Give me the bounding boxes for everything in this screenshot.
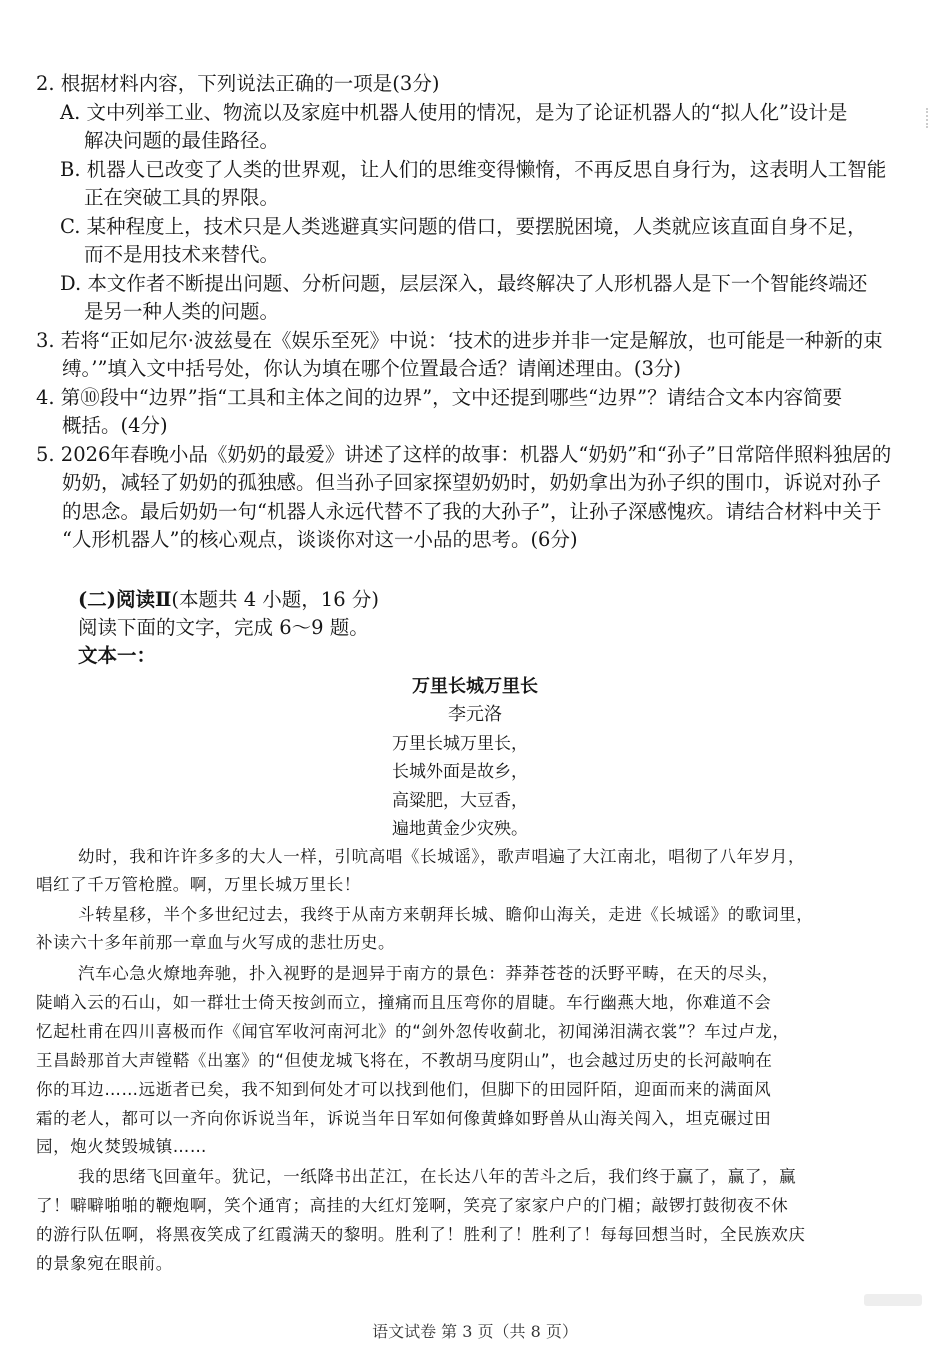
question-3-line-1: 3. 若将“正如尼尔·波兹曼在《娱乐至死》中说：‘技术的进步并非一定是解放，也可能是一种新的束 <box>36 329 883 352</box>
option-a-line-1: A. 文中列举工业、物流以及家庭中机器人使用的情况，是为了论证机器人的“拟人化”设计是 <box>60 101 848 124</box>
section-heading-bold: (二)阅读Ⅱ <box>78 588 172 611</box>
paragraph-3-line-3: 忆起杜甫在四川喜极而作《闻官军收河南河北》的“剑外忽传收蓟北，初闻涕泪满衣裳”？车过卢龙， <box>36 1022 790 1041</box>
section-heading <box>78 586 379 614</box>
poem-line-1: 万里长城万里长， <box>392 734 528 754</box>
poem-title: 万里长城万里长 <box>412 676 538 697</box>
question-5-line-3: 的思念。最后奶奶一句“机器人永远代替不了我的大孙子”，让孙子深感愧疚。请结合材料中关于 <box>62 500 882 523</box>
paragraph-3-line-1: 汽车心急火燎地奔驰，扑入视野的是迥异于南方的景色：莽莽苍苍的沃野平畴，在天的尽头， <box>78 964 780 983</box>
page-footer: 语文试卷 第 3 页（共 8 页） <box>372 1322 578 1341</box>
option-d-line-1: D. 本文作者不断提出问题、分析问题，层层深入，最终解决了人形机器人是下一个智能终端还 <box>60 272 868 295</box>
poem-line-3: 高粱肥，大豆香， <box>392 791 528 811</box>
paragraph-3-line-6: 霜的老人，都可以一齐向你诉说当年，诉说当年日军如何像黄蜂如野兽从山海关闯入，坦克碾过田 <box>36 1109 772 1128</box>
poem-author: 李元洛 <box>448 704 502 725</box>
paragraph-4-line-3: 的游行队伍啊，将黑夜笑成了红霞满天的黎明。胜利了！胜利了！胜利了！每每回想当时，全民族欢庆 <box>36 1225 806 1244</box>
paragraph-1-line-2: 唱红了千万管枪膛。啊，万里长城万里长！ <box>36 875 361 894</box>
poem-line-4: 遍地黄金少灾殃。 <box>392 819 528 839</box>
paragraph-4-line-1: 我的思绪飞回童年。犹记，一纸降书出芷江，在长达八年的苦斗之后，我们终于赢了，赢了，赢 <box>78 1167 797 1186</box>
paragraph-3-line-7: 园，炮火焚毁城镇…… <box>36 1137 207 1156</box>
option-c-line-1: C. 某种程度上，技术只是人类逃避真实问题的借口，要摆脱困境，人类就应该直面自身不足， <box>60 215 867 238</box>
poem-line-2: 长城外面是故乡， <box>392 762 528 782</box>
paragraph-3-line-2: 陡峭入云的石山，如一群壮士倚天按剑而立，撞痛而且压弯你的眉睫。车行幽燕大地，你难道不会 <box>36 993 772 1012</box>
paragraph-2-line-1: 斗转星移，半个多世纪过去，我终于从南方来朝拜长城、瞻仰山海关，走进《长城谣》的歌词里， <box>78 905 814 924</box>
question-4-line-1: 4. 第⑩段中“边界”指“工具和主体之间的边界”，文中还提到哪些“边界”？请结合文本内容简要 <box>36 386 843 409</box>
paragraph-3-line-5: 你的耳边……远逝者已矣，我不知到何处才可以找到他们，但脚下的田园阡陌，迎面而来的满面风 <box>36 1080 772 1099</box>
option-c-line-2: 而不是用技术来替代。 <box>84 243 280 266</box>
option-a-line-2: 解决问题的最佳路径。 <box>84 129 280 152</box>
paragraph-2-line-2: 补读六十多年前那一章血与火写成的悲壮历史。 <box>36 933 396 952</box>
section-heading-rest: (本题共 4 小题，16 分) <box>171 588 379 611</box>
option-d-line-2: 是另一种人类的问题。 <box>84 300 280 323</box>
paragraph-4-line-4: 的景象宛在眼前。 <box>36 1254 173 1273</box>
question-5-line-1: 5. 2026年春晚小品《奶奶的最爱》讲述了这样的故事：机器人“奶奶”和“孙子”日常陪伴照料独居的 <box>36 443 892 466</box>
question-3-line-2: 缚。’”填入文中括号处，你认为填在哪个位置最合适？请阐述理由。(3分) <box>62 357 682 380</box>
question-5-line-2: 奶奶，减轻了奶奶的孤独感。但当孙子回家探望奶奶时，奶奶拿出为孙子织的围巾，诉说对孙子 <box>62 471 882 494</box>
watermark <box>864 1294 922 1306</box>
paragraph-1-line-1: 幼时，我和许许多多的大人一样，引吭高唱《长城谣》，歌声唱遍了大江南北，唱彻了八年岁月， <box>78 847 806 866</box>
paragraph-4-line-2: 了！噼噼啪啪的鞭炮啊，笑个通宵；高挂的大红灯笼啊，笑亮了家家户户的门楣；敲锣打鼓彻夜不休 <box>36 1196 789 1215</box>
option-b-line-1: B. 机器人已改变了人类的世界观，让人们的思维变得懒惰，不再反思自身行为，这表明人工智能 <box>60 158 887 181</box>
section-instruction: 阅读下面的文字，完成 6～9 题。 <box>78 616 369 639</box>
paragraph-3-line-4: 王昌龄那首大声镗鞳《出塞》的“但使龙城飞将在，不教胡马度阴山”，也会越过历史的长河敲响在 <box>36 1051 773 1070</box>
scan-mark <box>920 108 928 128</box>
text-one-label: 文本一： <box>78 644 157 667</box>
question-5-line-4: “人形机器人”的核心观点，谈谈你对这一小品的思考。(6分) <box>62 528 578 551</box>
option-b-line-2: 正在突破工具的界限。 <box>84 186 280 209</box>
question-4-line-2: 概括。(4分) <box>62 414 168 437</box>
question-2-stem: 2. 根据材料内容，下列说法正确的一项是(3分) <box>36 72 440 95</box>
